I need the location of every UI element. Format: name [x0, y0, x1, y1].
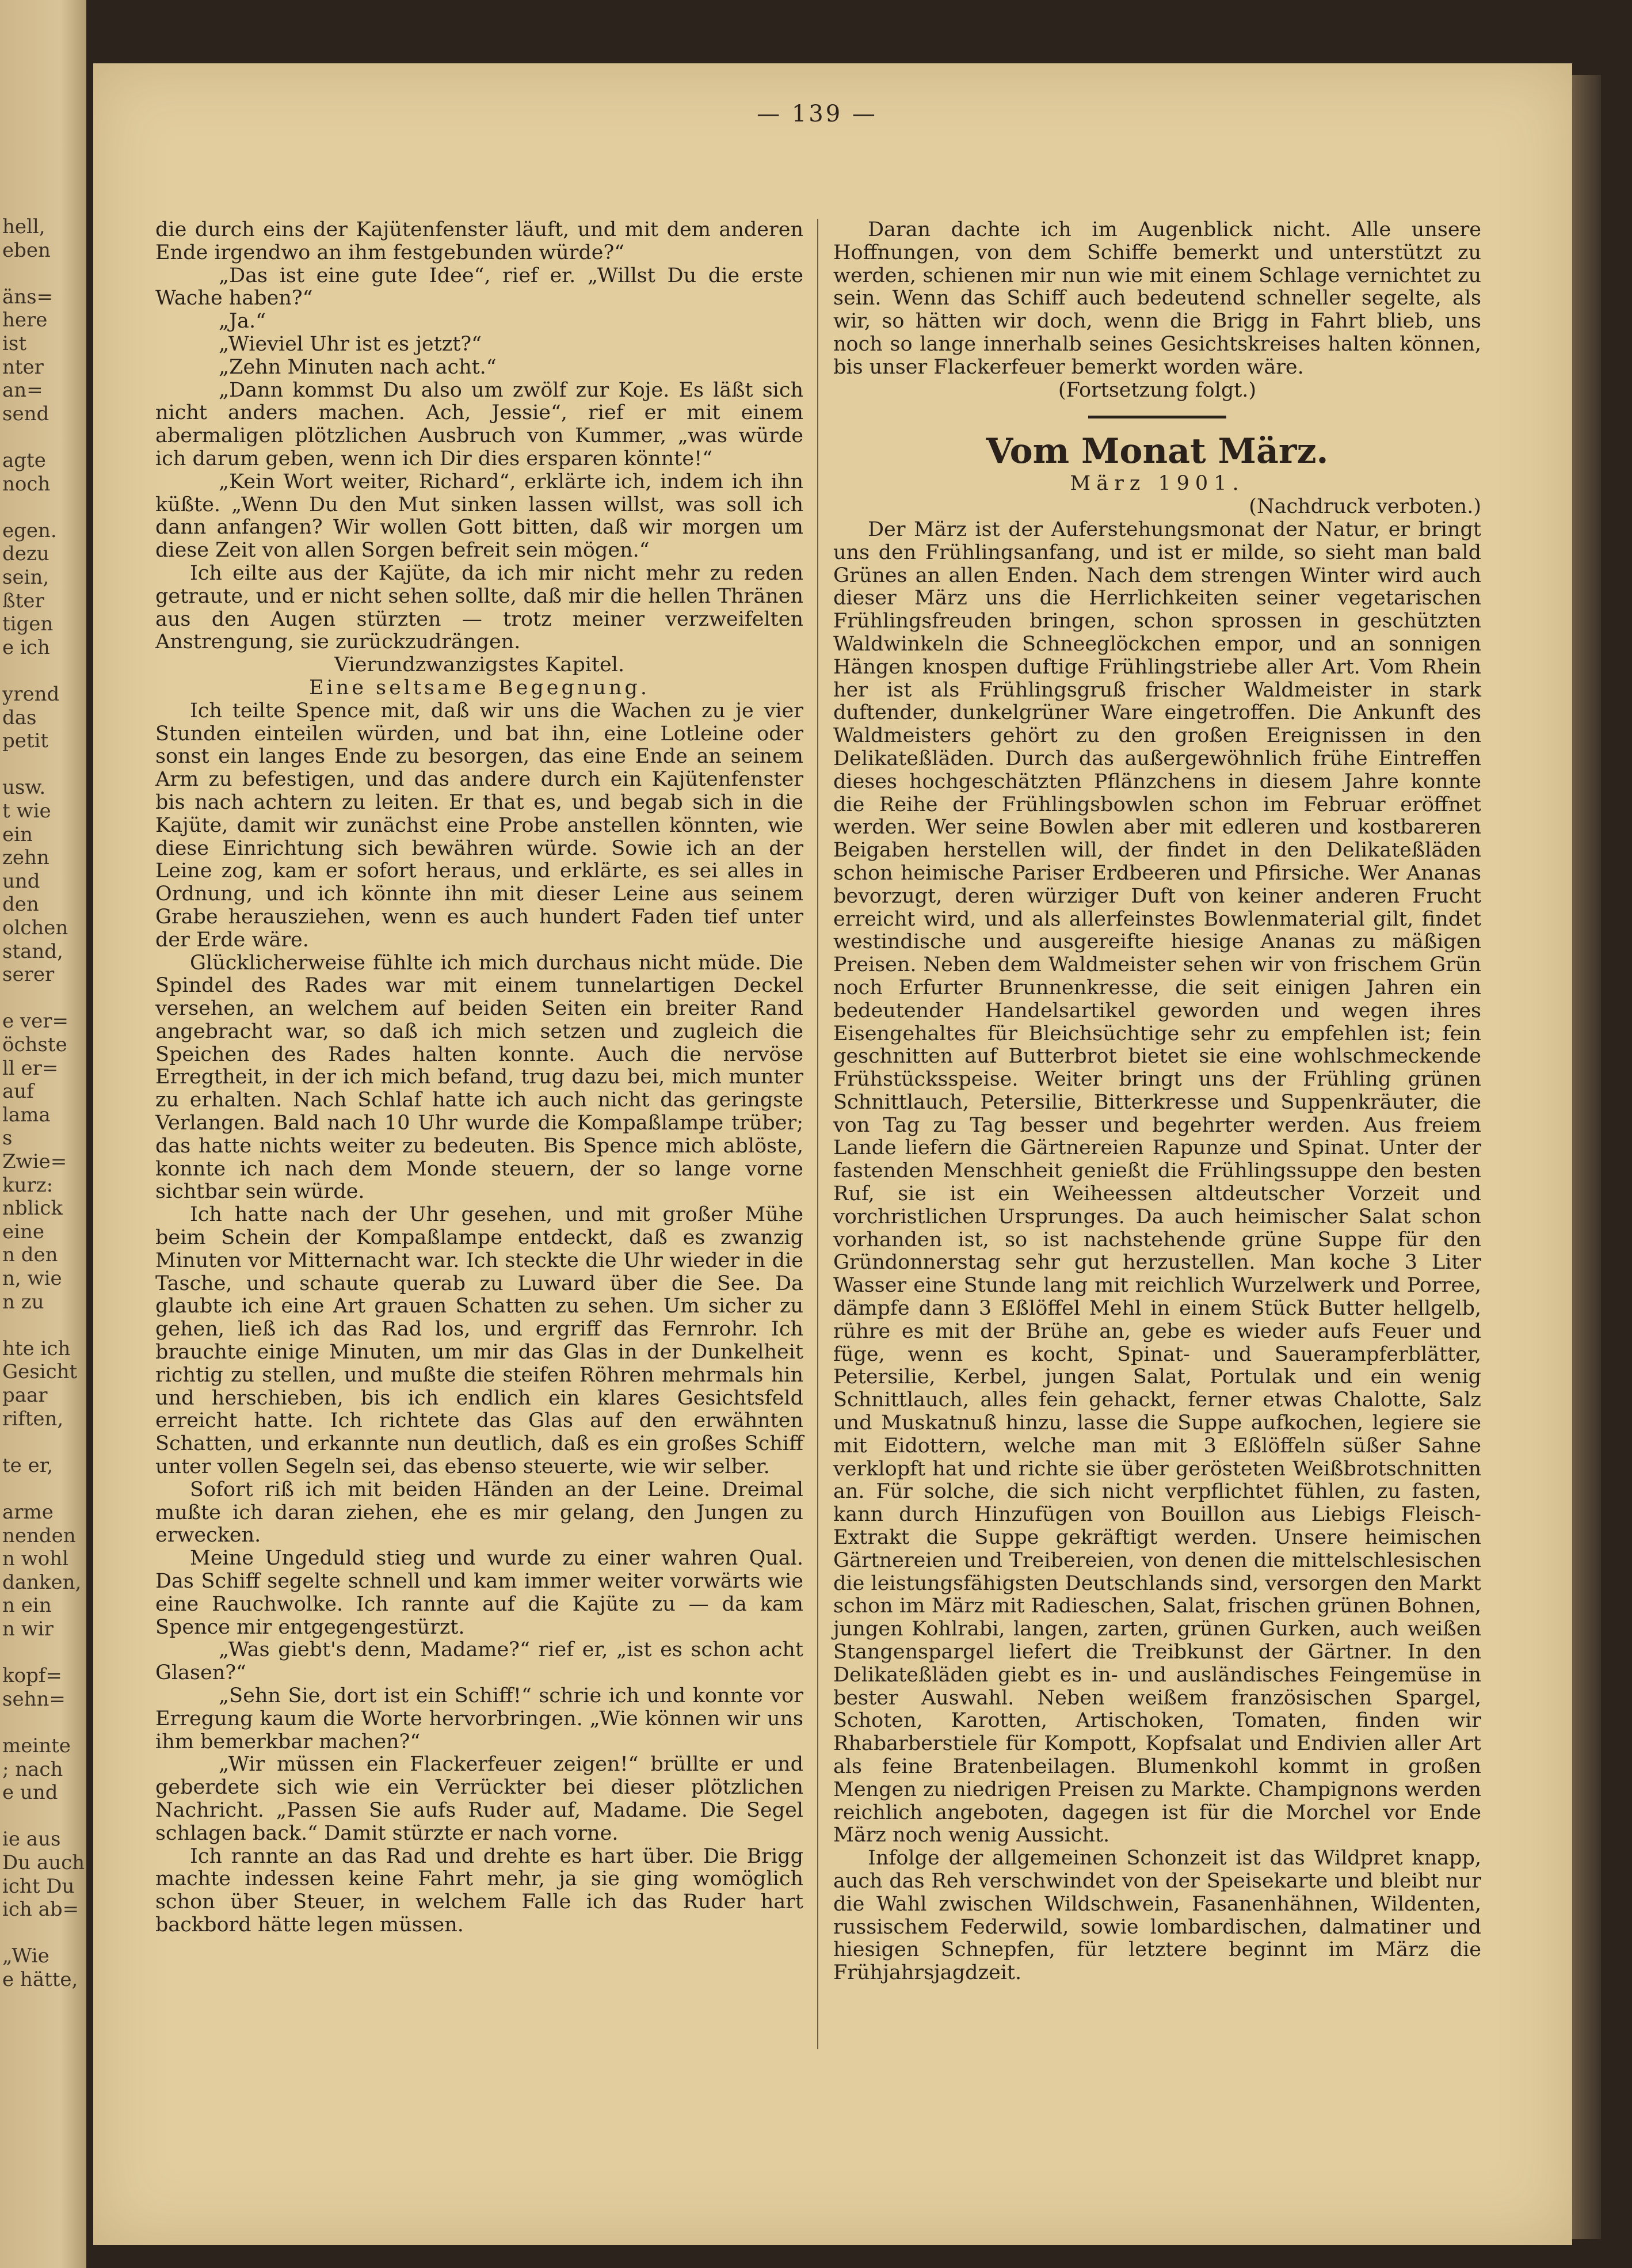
facing-page-line: öchste	[2, 1033, 67, 1056]
facing-page-line: s	[2, 1127, 13, 1150]
right-column	[833, 219, 1481, 1985]
facing-page-line: icht Du	[2, 1874, 75, 1898]
paragraph: Infolge der allgemeinen Schonzeit ist das Wildpret knapp, auch das Reh verschwindet von der Speisekarte und bleibt nur die Wahl zwischen Wildschwein, Fasanenhähnen, Wildenten, russischem Federwild, sowie lombardischen, dalmatiner und hiesigen Schnepfen, für letztere beginnt im März die Frühjahrsjagdzeit.	[833, 1847, 1481, 1985]
paragraph: Meine Ungeduld stieg und wurde zu einer wahren Qual. Das Schiff segelte schnell und kam immer weiter vorwärts wie eine Rauchwolke. Ich rannte auf die Kajüte zu — da kam Spence mir entgegengestürzt.	[155, 1547, 803, 1639]
facing-page-line: n ein	[2, 1594, 52, 1618]
book-spine-edge	[1572, 75, 1601, 2239]
facing-page-line: Gesicht	[2, 1360, 78, 1384]
facing-page-line: ist	[2, 332, 26, 355]
facing-page-line: nenden	[2, 1524, 76, 1547]
facing-page-line: stand,	[2, 939, 63, 963]
facing-page-line: ein	[2, 823, 33, 846]
paragraph: die durch eins der Kajütenfenster läuft, und mit dem anderen Ende irgendwo an ihm festgebunden würde?“	[155, 218, 803, 264]
paragraph: „Wieviel Uhr ist es jetzt?“	[219, 332, 482, 356]
section-rule	[1088, 416, 1226, 418]
facing-page-line: petit	[2, 729, 49, 753]
facing-page-line: paar	[2, 1384, 48, 1407]
facing-page-line: dezu	[2, 542, 49, 566]
facing-page-line: Zwie=	[2, 1150, 67, 1173]
facing-page-line: e ich	[2, 636, 50, 659]
column-divider	[817, 219, 818, 2049]
facing-page-line: noch	[2, 472, 51, 496]
facing-page-line: usw.	[2, 776, 46, 800]
paragraph: „Dann kommst Du also um zwölf zur Koje. Es läßt sich nicht anders machen. Ach, Jessie“, rief er mit einem abermaligen plötzlichen Ausbruch von Kummer, „was würde ich darum geben, wenn ich Dir dies ersparen könnte!“	[155, 378, 803, 470]
facing-page-line: n den	[2, 1243, 58, 1267]
facing-page-line: tigen	[2, 612, 54, 636]
facing-page-line: hte ich	[2, 1337, 71, 1360]
facing-page-line: riften,	[2, 1407, 64, 1430]
facing-page-line: serer	[2, 963, 55, 987]
story-paragraphs-before	[155, 219, 803, 654]
facing-page-line: kopf=	[2, 1664, 62, 1688]
facing-page-line: n wir	[2, 1618, 54, 1641]
continuation-note: (Fortsetzung folgt.)	[1058, 378, 1257, 402]
facing-page-line: kurz:	[2, 1173, 54, 1197]
facing-page-line: ßter	[2, 589, 44, 612]
paragraph: Sofort riß ich mit beiden Händen an der Leine. Dreimal mußte ich daran ziehen, ehe es mir gelang, den Jungen zu erwecken.	[155, 1478, 803, 1547]
facing-page-line: here	[2, 309, 48, 332]
facing-page-line: eine	[2, 1220, 45, 1243]
facing-page-line: ll er=	[2, 1056, 59, 1080]
facing-page-line: n zu	[2, 1290, 44, 1314]
facing-page-line: sein,	[2, 566, 49, 589]
story-paragraphs-after	[155, 700, 803, 1937]
facing-page-line: das	[2, 706, 37, 729]
facing-page-line: te er,	[2, 1453, 54, 1477]
facing-page-line: e und	[2, 1781, 58, 1805]
facing-page-line: lama	[2, 1103, 51, 1127]
chapter-number: Vierundzwanzigstes Kapitel.	[334, 653, 625, 677]
paragraph: Ich hatte nach der Uhr gesehen, und mit großer Mühe beim Schein der Kompaßlampe entdeckt, daß es zwanzig Minuten vor Mitternacht war. Ich steckte die Uhr wieder in die Tasche, und schaute querab zu Luward über die See. Da glaubte ich eine Art grauen Schatten zu sehen. Um sicher zu gehen, ließ ich das Rad los, und ergriff das Fernrohr. Ich brauchte einige Minuten, um mir das Glas in der Dunkelheit richtig zu stellen, und mußte die steifen Röhren mehrmals hin und herschieben, bis ich endlich ein klares Gesichtsfeld erreicht hatte. Ich richtete das Glas auf den erwähnten Schatten, und erkannte nun deutlich, daß es ein großes Schiff unter vollen Segeln sei, das ebenso steuerte, wie wir selber.	[155, 1203, 803, 1479]
facing-page-line: hell,	[2, 215, 45, 238]
paragraph: „Sehn Sie, dort ist ein Schiff!“ schrie ich und konnte vor Erregung kaum die Worte hervorbringen. „Wie können wir uns ihm bemerkbar machen?“	[155, 1684, 803, 1753]
facing-page-line: an=	[2, 379, 43, 402]
facing-page-line: e ver=	[2, 1010, 68, 1033]
paragraph: „Was giebt's denn, Madame?“ rief er, „ist es schon acht Glasen?“	[155, 1638, 803, 1685]
paragraph: Ich eilte aus der Kajüte, da ich mir nicht mehr zu reden getraute, und er nicht sehen sollte, daß mir die hellen Thränen aus den Augen stürzten — trotz meiner verzweifelten Anstrengung, sie zurückzudrängen.	[155, 561, 803, 654]
facing-page-line: sehn=	[2, 1687, 66, 1711]
paragraph: Glücklicherweise fühlte ich mich durchaus nicht müde. Die Spindel des Rades war mit einem tunnelartigen Deckel versehen, an welchem auf beiden Seiten ein breiter Rand angebracht war, so daß ich mich setzen und zugleich die Speichen des Rades halten konnte. Auch die nervöse Erregtheit, in der ich mich befand, trug dazu bei, mich munter zu erhalten. Nach Schlaf hatte ich auch nicht das geringste Verlangen. Bald nach 10 Uhr wurde die Kompaßlampe trüber; das hatte nichts weiter zu bedeuten. Bis Spence mich ablöste, konnte ich nach dem Monde steuern, der so lange vorne sichtbar sein würde.	[155, 951, 803, 1204]
facing-page-line: t wie	[2, 800, 51, 823]
story-paragraph: Daran dachte ich im Augenblick nicht. Alle unsere Hoffnungen, von dem Schiffe bemerkt und unterstützt zu werden, schienen mir nun wie mit einem Schlage vernichtet zu sein. Wenn das Schiff auch bedeutend schneller segelte, als wir, so hätten wir doch, wenn die Brigg in Fahrt blieb, uns noch so lange innerhalb seines Gesichtskreises halten können, bis unser Flackerfeuer bemerkt worden wäre.	[833, 218, 1481, 379]
paragraph: Ich rannte an das Rad und drehte es hart über. Die Brigg machte indessen keine Fahrt mehr, ja sie ging womöglich schon über Steuer, in welchem Falle ich das Ruder hart backbord hätte legen müssen.	[155, 1844, 803, 1936]
facing-page-line: yrend	[2, 683, 60, 706]
facing-page-line: äns=	[2, 285, 54, 309]
facing-page-line: ie aus	[2, 1828, 61, 1851]
reprint-notice: (Nachdruck verboten.)	[1249, 495, 1481, 519]
facing-page-line: auf	[2, 1080, 34, 1103]
facing-page-line: arme	[2, 1501, 54, 1524]
paragraph: „Kein Wort weiter, Richard“, erklärte ich, indem ich ihn küßte. „Wenn Du den Mut sinken lassen willst, was soll ich dann anfangen? Wir wollen Gott bitten, daß wir morgen um diese Zeit von allen Sorgen befreit sein mögen.“	[155, 470, 803, 562]
facing-page-line: zehn	[2, 846, 49, 870]
facing-page-line: eben	[2, 238, 51, 262]
paragraph: Ich teilte Spence mit, daß wir uns die Wachen zu je vier Stunden einteilen würden, und bat ihn, eine Lotleine oder sonst ein langes Ende zu besorgen, das eine Ende an seinem Arm zu befestigen, und das andere durch ein Kajütenfenster bis nach achtern zu leiten. Er that es, und begab sich in die Kajüte, damit wir zunächst eine Probe anstellen könnten, wie diese Einrichtung sich bewähren würde. Sowie ich an der Leine zog, kam er sofort heraus, und erklärte, es sei alles in Ordnung, und ich könnte ihn mit dieser Leine aus seinem Grabe herausziehen, wenn es auch hundert Faden tief unter der Erde wäre.	[155, 699, 803, 952]
facing-page-line: Du auch	[2, 1851, 85, 1874]
paragraph: „Das ist eine gute Idee“, rief er. „Willst Du die erste Wache haben?“	[155, 264, 803, 310]
paragraph: Der März ist der Auferstehungsmonat der Natur, er bringt uns den Frühlingsanfang, und ist er milde, so sieht man bald Grünes an allen Enden. Nach dem strengen Winter wird auch dieser März uns die Herrlichkeiten seiner vegetarischen Frühlingsfreuden bringen, schon sprossen in geschützten Waldwinkeln die Schneeglöckchen empor, und an sonnigen Hängen knospen duftige Frühlingstriebe aller Art. Vom Rhein her ist als Frühlingsgruß frischer Waldmeister in stark duftender, dunkelgrüner Ware eingetroffen. Die Ankunft des Waldmeisters gehört zu den großen Ereignissen in den Delikateßläden. Durch das außergewöhnlich frühe Eintreffen dieses hochgeschätzten Pflänzchens in diesem Jahre konnte die Reihe der Frühlingsbowlen schon im Februar eröffnet werden. Wer seine Bowlen aber mit edleren und kostbareren Beigaben herstellen will, der findet in den Delikateßläden schon heimische Pariser Erdbeeren und Pfirsiche. Wer Ananas bevorzugt, deren würziger Duft von keiner anderen Frucht erreicht wird, und als allerfeinstes Bowlenmaterial gilt, findet westindische und ausgereifte hiesige Ananas zu mäßigen Preisen. Neben dem Waldmeister sehen wir von frischem Grün noch Erfurter Brunnenkresse, die seit einigen Jahren ein bedeutender Handelsartikel geworden und wegen ihres Eisengehaltes für Bleichsüchtige sehr zu empfehlen ist; fein geschnitten auf Butterbrot bietet sie eine wohlschmeckende Frühstücksspeise. Weiter bringt uns der Frühling grünen Schnittlauch, Petersilie, Bitterkresse und Suppenkräuter, die von Tag zu Tag besser und begehrter werden. Aus freiem Lande liefern die Gärtnereien Rapunze und Spinat. Unter der fastenden Menschheit genießt die Frühlingssuppe den besten Ruf, sie ist ein Weiheessen altdeutscher Vorzeit und vorchristlichen Ursprunges. Da auch heimischer Salat schon vorhanden ist, so ist nachstehende grüne Suppe für den Gründonnerstag sehr gut herzustellen. Man koche 3 Liter Wasser eine Stunde lang mit reichlich Wurzelwerk und Porree, dämpfe dann 3 Eßlöffel Mehl in einem Stück Butter hellgelb, rühre es mit der Brühe an, gebe es wieder aufs Feuer und füge, wenn es kocht, Spinat- und Sauerampferblätter, Petersilie, Kerbel, jungen Salat, Portulak und ein wenig Schnittlauch, alles fein gehackt, ferner etwas Chalotte, Salz und Muskatnuß hinzu, lasse die Suppe aufkochen, legiere sie mit Eidottern, welche man mit 3 Eßlöffeln süßer Sahne verklopft hat und richte sie über gerösteten Weißbrotschnitten an. Für solche, die sich nicht verpflichtet fühlen, zu fasten, kann durch Hinzufügen von Bouillon aus Liebigs Fleisch-Extrakt die Suppe gekräftigt werden. Unsere heimischen Gärtnereien und Treibereien, von denen die mittelschlesischen die leistungsfähigsten Deutschlands sind, versorgen den Markt schon im März mit Radieschen, Salat, frischen grünen Bohnen, jungen Kohlrabi, langen, zarten, grünen Gurken, auch weißen Stangenspargel liefert die Treibkunst der Gärtner. In den Delikateßläden giebt es in- und ausländisches Feingemüse in bester Auswahl. Neben weißem französischen Spargel, Schoten, Karotten, Artischoken, Tomaten, finden wir Rhabarberstiele für Kompott, Kopfsalat und Endivien aller Art als feine Bratenbeilagen. Blumenkohl kommt in großen Mengen zu niedrigen Preisen zu Markte. Champignons werden reichlich angeboten, dagegen ist für die Morchel vor Ende März noch wenig Aussicht.	[833, 517, 1481, 1847]
facing-page-line: n wohl	[2, 1547, 69, 1571]
facing-page-line: danken,	[2, 1570, 82, 1594]
facing-page-line: olchen	[2, 916, 68, 939]
article-title: Vom Monat März.	[986, 431, 1329, 472]
facing-page-line: und	[2, 869, 40, 893]
facing-page-line: meinte	[2, 1734, 71, 1757]
page-number: — 139 —	[757, 101, 878, 127]
facing-page-line: egen.	[2, 519, 57, 542]
facing-page-line: ; nach	[2, 1757, 63, 1781]
facing-page-line: send	[2, 402, 49, 425]
facing-page-line: ich ab=	[2, 1898, 79, 1921]
facing-page-line: den	[2, 893, 39, 916]
facing-page-line: agte	[2, 449, 46, 472]
paragraph: „Ja.“	[219, 310, 266, 333]
chapter-title: Eine seltsame Begegnung.	[308, 676, 650, 699]
facing-page-line: n, wie	[2, 1267, 62, 1290]
facing-page-line: nblick	[2, 1197, 63, 1220]
paragraph: „Zehn Minuten nach acht.“	[219, 355, 497, 379]
article-date: März 1901.	[1070, 472, 1245, 496]
facing-page-line: nter	[2, 355, 44, 379]
facing-page-line: „Wie	[2, 1944, 49, 1968]
left-column	[155, 219, 803, 1937]
article-paragraphs	[833, 519, 1481, 1985]
facing-page-line: e hätte,	[2, 1968, 78, 1991]
paragraph: „Wir müssen ein Flackerfeuer zeigen!“ brüllte er und geberdete sich wie ein Verrückter bei dieser plötzlichen Nachricht. „Passen Sie aufs Ruder auf, Madame. Die Segel schlagen back.“ Damit stürzte er nach vorne.	[155, 1753, 803, 1845]
